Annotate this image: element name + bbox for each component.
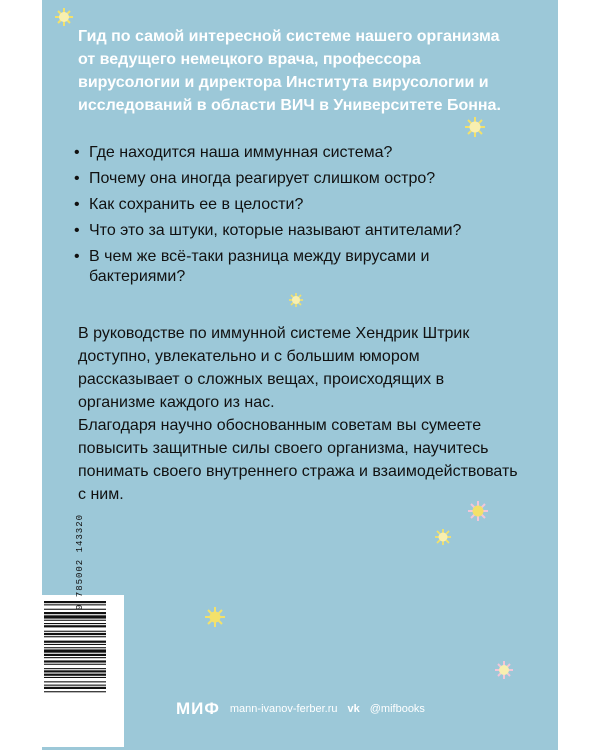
barcode-bar: [44, 670, 106, 672]
barcode-bar: [44, 615, 106, 618]
barcode-bar: [44, 687, 106, 689]
publisher-footer: [176, 700, 425, 718]
barcode-bar: [44, 677, 106, 678]
vk-icon: vk: [347, 703, 360, 715]
barcode-bar: [44, 664, 106, 665]
description-paragraph: В руководстве по иммунной системе Хендрик Штрик доступно, увлекательно и с большим юмором рассказывает о сложных вещах, происходящих в организме каждого из нас.: [78, 325, 470, 411]
barcode-bar: [44, 625, 106, 627]
barcode-bar: [44, 657, 106, 658]
list-item: • Как сохранить ее в целости?: [72, 195, 512, 215]
barcode-bar: [44, 623, 106, 624]
list-item: • Почему она иногда реагирует слишком остро?: [72, 169, 512, 189]
barcode-bar: [44, 691, 106, 692]
publisher-website-link[interactable]: mann-ivanov-ferber.ru: [229, 703, 338, 715]
barcode-bar: [44, 685, 106, 686]
social-handle-link[interactable]: @mifbooks: [369, 703, 425, 715]
virus-decoration-icon: [464, 116, 486, 138]
description-paragraph: Благодаря научно обоснованным советам вы сумеете повысить защитные силы своего организма, научитесь понимать своего внутреннего стража и взаимодействовать с ним.: [78, 417, 518, 503]
barcode-bar: [44, 660, 106, 662]
virus-decoration-icon: [494, 660, 514, 680]
virus-decoration-icon: [288, 292, 304, 308]
publisher-logo: МИФ: [176, 699, 220, 718]
barcode-bars: [40, 595, 124, 747]
barcode-bar: [44, 647, 106, 648]
isbn-barcode: [40, 595, 124, 747]
barcode-number: 9 785002 143320: [75, 513, 85, 610]
barcode-bar: [44, 612, 106, 614]
barcode-bar: [44, 654, 106, 656]
barcode-bar: [44, 674, 106, 676]
barcode-bar: [44, 649, 106, 652]
barcode-bar: [44, 668, 106, 669]
virus-decoration-icon: [204, 606, 226, 628]
barcode-bar: [44, 631, 106, 632]
barcode-bar: [44, 633, 106, 635]
question-list: [72, 143, 512, 293]
list-item: • В чем же всё-таки разница между вирусами и бактериями?: [72, 247, 512, 287]
virus-decoration-icon: [54, 7, 74, 27]
list-item: • Что это за штуки, которые называют антителами?: [72, 221, 512, 241]
list-item: • Где находится наша иммунная система?: [72, 143, 512, 163]
barcode-bar: [44, 636, 106, 637]
barcode-bar: [44, 641, 106, 643]
intro-text: Гид по самой интересной системе нашего организма от ведущего немецкого врача, профессора вирусологии и директора Института вирусологии и исследований в области ВИЧ в Университете Бонна.: [78, 28, 501, 114]
barcode-bar: [44, 681, 106, 682]
barcode-bar: [44, 644, 106, 645]
barcode-bar: [44, 620, 106, 621]
virus-decoration-icon: [434, 528, 452, 546]
